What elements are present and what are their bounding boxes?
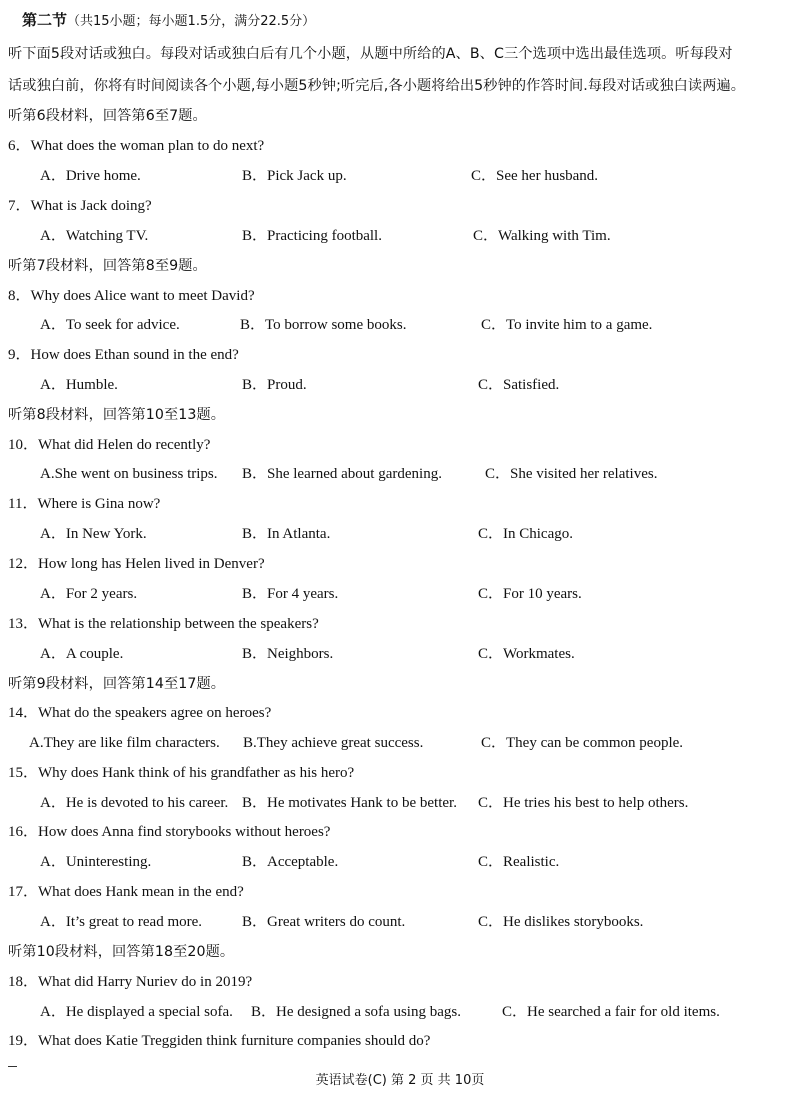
option-b: B.They achieve great success. (243, 735, 424, 751)
option-b: B．She learned about gardening. (242, 466, 442, 482)
question-6-options (0, 166, 800, 186)
option-c: C．She visited her relatives. (485, 466, 658, 482)
question-17: 17．What does Hank mean in the end? (8, 884, 244, 900)
question-12-options (0, 584, 800, 604)
option-c: C．Realistic. (478, 854, 560, 870)
option-b: B．Great writers do count. (242, 914, 406, 930)
page-mark (8, 1066, 17, 1067)
question-10-options (0, 464, 800, 484)
question-16: 16．How does Anna find storybooks without heroes? (8, 824, 331, 840)
question-15: 15．Why does Hank think of his grandfather as his hero? (8, 765, 355, 781)
option-c: C．He tries his best to help others. (478, 795, 689, 811)
option-b: B．He motivates Hank to be better. (242, 795, 457, 811)
option-b: B．Practicing football. (242, 228, 382, 244)
page-footer: 英语试卷(C) 第 2 页 共 10页 (315, 1073, 485, 1088)
instructions-line-3: 听第6段材料，回答第6至7题。 (8, 108, 207, 124)
option-b: B．Proud. (242, 377, 307, 393)
question-15-options (0, 793, 800, 813)
material-9-heading: 听第9段材料，回答第14至17题。 (8, 676, 226, 692)
option-b: B．For 4 years. (242, 586, 339, 602)
section-heading (22, 10, 794, 32)
option-b: B．In Atlanta. (242, 526, 331, 542)
option-c: C．Walking with Tim. (473, 228, 611, 244)
option-b: B．Neighbors. (242, 646, 334, 662)
question-11-options (0, 524, 800, 544)
option-a: A．Watching TV. (40, 228, 149, 244)
option-c: C．In Chicago. (478, 526, 573, 542)
option-a: A．It’s great to read more. (40, 914, 203, 930)
option-b: B．Acceptable. (242, 854, 339, 870)
question-19: 19．What does Katie Treggiden think furniture companies should do? (8, 1033, 431, 1049)
option-c: C．Workmates. (478, 646, 575, 662)
material-8-heading: 听第8段材料，回答第10至13题。 (8, 407, 226, 423)
question-11: 11．Where is Gina now? (8, 496, 161, 512)
option-a: A．In New York. (40, 526, 147, 542)
option-c: C．Satisfied. (478, 377, 560, 393)
question-13: 13．What is the relationship between the speakers? (8, 616, 319, 632)
option-c: C．See her husband. (471, 168, 599, 184)
instructions-line-1: 听下面5段对话或独白。每段对话或独白后有几个小题，从题中所给的A、B、C三个选项中选出最佳选项。听每段对 (8, 46, 733, 62)
question-14-options (0, 733, 800, 753)
question-14: 14．What do the speakers agree on heroes? (8, 705, 272, 721)
section-note: （共15小题；每小题1.5分，满分22.5分） (67, 14, 316, 29)
question-7-options (0, 226, 800, 246)
instructions-line-2: 话或独白前，你将有时间阅读各个小题,每小题5秒钟;听完后,各小题将给出5秒钟的作答时间.每段对话或独白读两遍。 (8, 78, 746, 94)
question-17-options (0, 912, 800, 932)
material-10-heading: 听第10段材料，回答第18至20题。 (8, 944, 235, 960)
option-b: B．Pick Jack up. (242, 168, 347, 184)
question-18: 18．What did Harry Nuriev do in 2019? (8, 974, 253, 990)
question-12: 12．How long has Helen lived in Denver? (8, 556, 265, 572)
material-7-heading: 听第7段材料，回答第8至9题。 (8, 258, 207, 274)
option-c: C．For 10 years. (478, 586, 582, 602)
option-a: A.They are like film characters. (29, 735, 220, 751)
option-a: A．To seek for advice. (40, 317, 180, 333)
question-9: 9．How does Ethan sound in the end? (8, 347, 239, 363)
option-a: A.She went on business trips. (40, 466, 218, 482)
question-7: 7．What is Jack doing? (8, 198, 152, 214)
option-a: A．A couple. (40, 646, 124, 662)
question-18-options (0, 1002, 800, 1022)
option-c: C．He searched a fair for old items. (502, 1004, 720, 1020)
question-6: 6．What does the woman plan to do next? (8, 138, 265, 154)
option-b: B．He designed a sofa using bags. (251, 1004, 461, 1020)
option-a: A．Uninteresting. (40, 854, 152, 870)
question-13-options (0, 644, 800, 664)
question-16-options (0, 852, 800, 872)
question-10: 10．What did Helen do recently? (8, 437, 211, 453)
question-9-options (0, 375, 800, 395)
option-c: C．They can be common people. (481, 735, 684, 751)
option-a: A．Drive home. (40, 168, 141, 184)
option-a: A．Humble. (40, 377, 118, 393)
option-a: A．He is devoted to his career. (40, 795, 229, 811)
section-title: 第二节 (22, 11, 68, 29)
question-8-options (0, 315, 800, 335)
option-a: A．For 2 years. (40, 586, 138, 602)
option-a: A．He displayed a special sofa. (40, 1004, 233, 1020)
option-c: C．He dislikes storybooks. (478, 914, 644, 930)
option-c: C．To invite him to a game. (481, 317, 653, 333)
question-8: 8．Why does Alice want to meet David? (8, 288, 255, 304)
option-b: B．To borrow some books. (240, 317, 407, 333)
